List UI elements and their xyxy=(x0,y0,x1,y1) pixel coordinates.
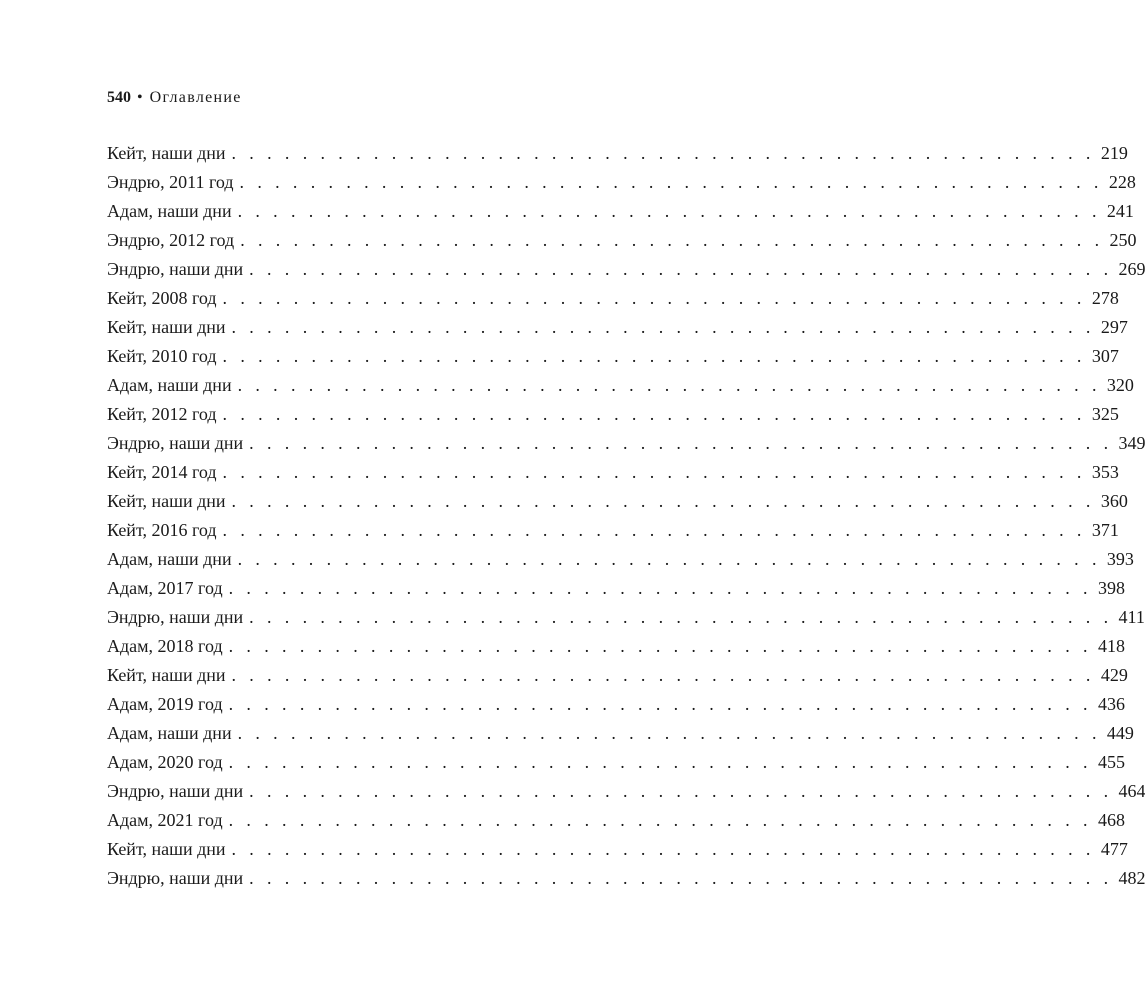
toc-dot-leader: . . . . . . . . . . . . . . . . . . . . . . . . . . . . . . . . . . . . . . . . . . . . . . . . . xyxy=(228,694,1092,714)
toc-entry-page-number: 393 xyxy=(1106,549,1134,569)
toc-entry[interactable] xyxy=(107,808,1125,837)
separator-bullet: • xyxy=(137,89,143,106)
toc-entry[interactable] xyxy=(107,460,1119,489)
toc-entry[interactable] xyxy=(107,373,1134,402)
toc-entry-page-number: 320 xyxy=(1106,375,1134,395)
toc-dot-leader: . . . . . . . . . . . . . . . . . . . . . . . . . . . . . . . . . . . . . . . . . . . . . . . . . xyxy=(228,636,1092,656)
toc-dot-leader: . . . . . . . . . . . . . . . . . . . . . . . . . . . . . . . . . . . . . . . . . . . . . . . . . xyxy=(237,723,1101,743)
toc-entry-title: Эндрю, наши дни xyxy=(107,433,244,453)
toc-entry[interactable] xyxy=(107,663,1128,692)
toc-dot-leader: . . . . . . . . . . . . . . . . . . . . . . . . . . . . . . . . . . . . . . . . . . . . . . . . . xyxy=(222,404,1086,424)
toc-dot-leader: . . . . . . . . . . . . . . . . . . . . . . . . . . . . . . . . . . . . . . . . . . . . . . . . . xyxy=(222,520,1086,540)
toc-entry-title: Адам, 2018 год xyxy=(107,636,223,656)
toc-dot-leader: . . . . . . . . . . . . . . . . . . . . . . . . . . . . . . . . . . . . . . . . . . . . . . . . . xyxy=(231,665,1095,685)
toc-entry[interactable] xyxy=(107,286,1119,315)
toc-entry-title: Адам, 2019 год xyxy=(107,694,223,714)
toc-entry-page-number: 429 xyxy=(1100,665,1128,685)
toc-entry[interactable] xyxy=(107,547,1134,576)
toc-entry-page-number: 398 xyxy=(1097,578,1125,598)
toc-entry[interactable] xyxy=(107,837,1128,866)
running-head xyxy=(107,88,242,108)
toc-entry[interactable] xyxy=(107,779,1145,808)
toc-entry-title: Кейт, наши дни xyxy=(107,491,226,511)
toc-entry-title: Эндрю, наши дни xyxy=(107,607,244,627)
toc-entry[interactable] xyxy=(107,344,1119,373)
toc-entry-title: Кейт, 2012 год xyxy=(107,404,217,424)
toc-entry-title: Кейт, наши дни xyxy=(107,317,226,337)
toc-dot-leader: . . . . . . . . . . . . . . . . . . . . . . . . . . . . . . . . . . . . . . . . . . . . . . . . . xyxy=(249,607,1113,627)
toc-entry[interactable] xyxy=(107,634,1125,663)
toc-entry[interactable] xyxy=(107,170,1136,199)
toc-dot-leader: . . . . . . . . . . . . . . . . . . . . . . . . . . . . . . . . . . . . . . . . . . . . . . . . . xyxy=(249,868,1113,888)
toc-dot-leader: . . . . . . . . . . . . . . . . . . . . . . . . . . . . . . . . . . . . . . . . . . . . . . . . . xyxy=(228,578,1092,598)
toc-entry[interactable] xyxy=(107,315,1128,344)
toc-entry[interactable] xyxy=(107,866,1145,895)
toc-entry-title: Кейт, 2014 год xyxy=(107,462,217,482)
toc-entry-title: Адам, наши дни xyxy=(107,375,232,395)
toc-dot-leader: . . . . . . . . . . . . . . . . . . . . . . . . . . . . . . . . . . . . . . . . . . . . . . . . . xyxy=(222,346,1086,366)
toc-entry-page-number: 307 xyxy=(1091,346,1119,366)
toc-entry-title: Кейт, наши дни xyxy=(107,839,226,859)
toc-dot-leader: . . . . . . . . . . . . . . . . . . . . . . . . . . . . . . . . . . . . . . . . . . . . . . . . . xyxy=(222,288,1086,308)
toc-entry-page-number: 436 xyxy=(1097,694,1125,714)
toc-entry-title: Адам, наши дни xyxy=(107,201,232,221)
toc-dot-leader: . . . . . . . . . . . . . . . . . . . . . . . . . . . . . . . . . . . . . . . . . . . . . . . . . xyxy=(239,172,1103,192)
toc-dot-leader: . . . . . . . . . . . . . . . . . . . . . . . . . . . . . . . . . . . . . . . . . . . . . . . . . xyxy=(237,375,1101,395)
toc-entry-page-number: 449 xyxy=(1106,723,1134,743)
toc-dot-leader: . . . . . . . . . . . . . . . . . . . . . . . . . . . . . . . . . . . . . . . . . . . . . . . . . xyxy=(228,752,1092,772)
toc-entry-page-number: 241 xyxy=(1106,201,1134,221)
toc-entry-page-number: 477 xyxy=(1100,839,1128,859)
toc-entry-page-number: 418 xyxy=(1097,636,1125,656)
table-of-contents xyxy=(107,141,1145,895)
toc-entry-page-number: 278 xyxy=(1091,288,1119,308)
toc-dot-leader: . . . . . . . . . . . . . . . . . . . . . . . . . . . . . . . . . . . . . . . . . . . . . . . . . xyxy=(240,230,1104,250)
toc-entry-title: Кейт, наши дни xyxy=(107,665,226,685)
toc-dot-leader: . . . . . . . . . . . . . . . . . . . . . . . . . . . . . . . . . . . . . . . . . . . . . . . . . xyxy=(231,143,1095,163)
toc-dot-leader: . . . . . . . . . . . . . . . . . . . . . . . . . . . . . . . . . . . . . . . . . . . . . . . . . xyxy=(237,201,1101,221)
toc-dot-leader: . . . . . . . . . . . . . . . . . . . . . . . . . . . . . . . . . . . . . . . . . . . . . . . . . xyxy=(231,317,1095,337)
toc-entry-page-number: 464 xyxy=(1118,781,1145,801)
toc-entry-title: Адам, 2020 год xyxy=(107,752,223,772)
toc-entry-title: Адам, 2021 год xyxy=(107,810,223,830)
toc-entry-page-number: 468 xyxy=(1097,810,1125,830)
toc-entry-title: Кейт, наши дни xyxy=(107,143,226,163)
toc-entry-title: Кейт, 2010 год xyxy=(107,346,217,366)
toc-entry[interactable] xyxy=(107,605,1145,634)
toc-entry-title: Адам, наши дни xyxy=(107,549,232,569)
toc-entry-title: Адам, 2017 год xyxy=(107,578,223,598)
toc-entry-page-number: 360 xyxy=(1100,491,1128,511)
toc-dot-leader: . . . . . . . . . . . . . . . . . . . . . . . . . . . . . . . . . . . . . . . . . . . . . . . . . xyxy=(231,491,1095,511)
toc-entry-title: Кейт, 2016 год xyxy=(107,520,217,540)
toc-entry[interactable] xyxy=(107,750,1125,779)
toc-entry-title: Эндрю, 2012 год xyxy=(107,230,235,250)
toc-entry-page-number: 269 xyxy=(1118,259,1145,279)
toc-entry[interactable] xyxy=(107,402,1119,431)
section-title: Оглавление xyxy=(149,89,242,106)
toc-dot-leader: . . . . . . . . . . . . . . . . . . . . . . . . . . . . . . . . . . . . . . . . . . . . . . . . . xyxy=(222,462,1086,482)
toc-entry[interactable] xyxy=(107,257,1145,286)
toc-entry-title: Эндрю, наши дни xyxy=(107,259,244,279)
page-number: 540 xyxy=(107,89,131,106)
toc-entry-page-number: 455 xyxy=(1097,752,1125,772)
toc-dot-leader: . . . . . . . . . . . . . . . . . . . . . . . . . . . . . . . . . . . . . . . . . . . . . . . . . xyxy=(249,781,1113,801)
toc-entry[interactable] xyxy=(107,721,1134,750)
toc-entry[interactable] xyxy=(107,141,1128,170)
toc-entry-page-number: 228 xyxy=(1108,172,1136,192)
toc-entry-title: Эндрю, наши дни xyxy=(107,781,244,801)
toc-dot-leader: . . . . . . . . . . . . . . . . . . . . . . . . . . . . . . . . . . . . . . . . . . . . . . . . . xyxy=(237,549,1101,569)
toc-entry-title: Эндрю, наши дни xyxy=(107,868,244,888)
toc-entry-page-number: 371 xyxy=(1091,520,1119,540)
toc-entry-page-number: 349 xyxy=(1118,433,1145,453)
toc-entry-title: Кейт, 2008 год xyxy=(107,288,217,308)
toc-entry-page-number: 353 xyxy=(1091,462,1119,482)
toc-entry[interactable] xyxy=(107,489,1128,518)
toc-entry-page-number: 411 xyxy=(1118,607,1145,627)
toc-entry-title: Адам, наши дни xyxy=(107,723,232,743)
toc-entry[interactable] xyxy=(107,692,1125,721)
toc-entry-page-number: 297 xyxy=(1100,317,1128,337)
toc-dot-leader: . . . . . . . . . . . . . . . . . . . . . . . . . . . . . . . . . . . . . . . . . . . . . . . . . xyxy=(231,839,1095,859)
toc-dot-leader: . . . . . . . . . . . . . . . . . . . . . . . . . . . . . . . . . . . . . . . . . . . . . . . . . xyxy=(249,433,1113,453)
toc-entry[interactable] xyxy=(107,576,1125,605)
toc-entry[interactable] xyxy=(107,199,1134,228)
toc-entry-page-number: 482 xyxy=(1118,868,1145,888)
toc-entry-title: Эндрю, 2011 год xyxy=(107,172,234,192)
toc-entry-page-number: 219 xyxy=(1100,143,1128,163)
toc-dot-leader: . . . . . . . . . . . . . . . . . . . . . . . . . . . . . . . . . . . . . . . . . . . . . . . . . xyxy=(228,810,1092,830)
toc-entry[interactable] xyxy=(107,228,1137,257)
toc-entry-page-number: 250 xyxy=(1109,230,1137,250)
toc-entry[interactable] xyxy=(107,431,1145,460)
toc-entry[interactable] xyxy=(107,518,1119,547)
toc-entry-page-number: 325 xyxy=(1091,404,1119,424)
toc-dot-leader: . . . . . . . . . . . . . . . . . . . . . . . . . . . . . . . . . . . . . . . . . . . . . . . . . xyxy=(249,259,1113,279)
